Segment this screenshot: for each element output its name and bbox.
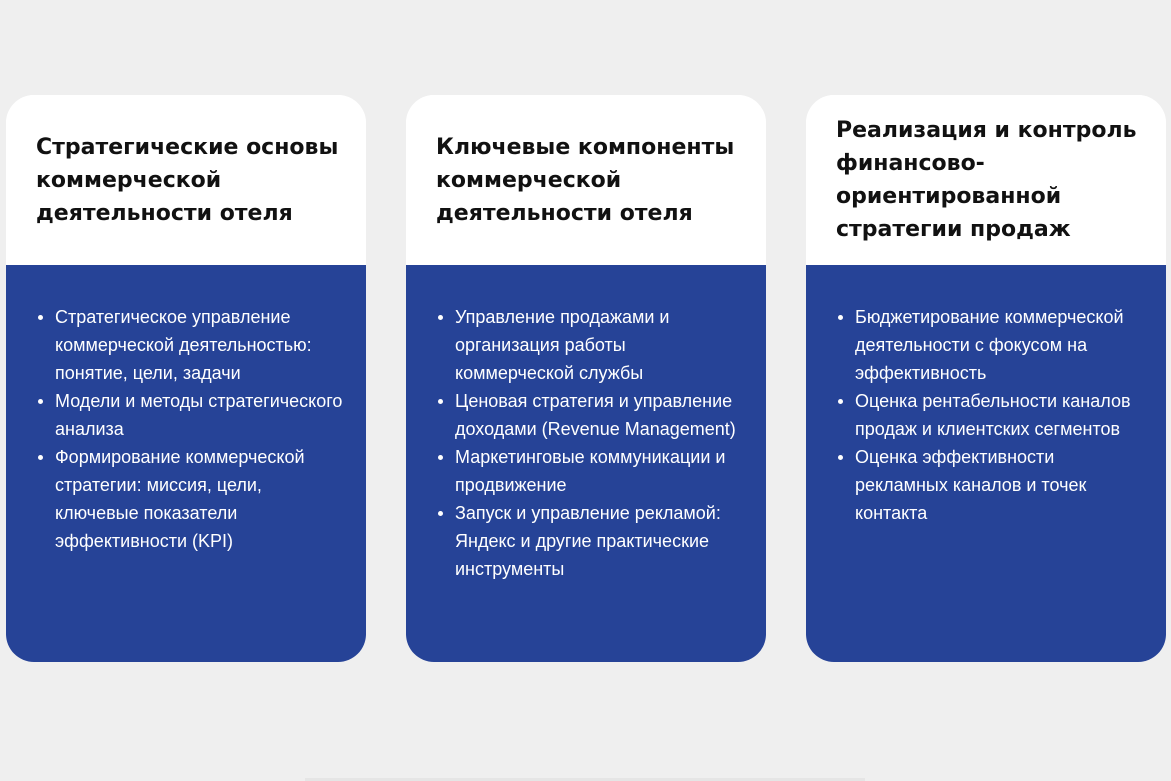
topic-text: Управление продажами и организация работы коммерческой службы (455, 307, 670, 383)
card-body (806, 265, 1166, 662)
topic-text: Запуск и управление рекламой: Яндекс и другие практические инструменты (455, 503, 721, 579)
card-header (6, 95, 366, 265)
bullet-icon (438, 315, 443, 320)
topic-item (55, 303, 345, 387)
card-title: Стратегические основы коммерческой деятельности отеля (36, 134, 339, 226)
bullet-icon (38, 455, 43, 460)
topic-item (455, 387, 745, 443)
topic-item (855, 387, 1145, 443)
topic-item (55, 387, 345, 443)
card-title: Ключевые компоненты коммерческой деятельности отеля (436, 134, 735, 226)
topic-text: Оценка рентабельности каналов продаж и клиентских сегментов (855, 391, 1131, 439)
bullet-icon (438, 399, 443, 404)
card-title: Реализация и контроль финансово-ориентированной стратегии продаж (836, 118, 1137, 242)
topic-list (855, 303, 1145, 527)
bullet-icon (38, 315, 43, 320)
card-body (6, 265, 366, 662)
program-card-1 (6, 95, 366, 662)
bullet-icon (38, 399, 43, 404)
topic-text: Модели и методы стратегического анализа (55, 391, 343, 439)
topic-item (455, 443, 745, 499)
card-header (806, 95, 1166, 265)
card-body (406, 265, 766, 662)
topic-text: Оценка эффективности рекламных каналов и точек контакта (855, 447, 1087, 523)
card-header (406, 95, 766, 265)
topic-text: Формирование коммерческой стратегии: миссия, цели, ключевые показатели эффективности (KPI) (55, 447, 305, 551)
bullet-icon (438, 511, 443, 516)
topic-text: Маркетинговые коммуникации и продвижение (455, 447, 726, 495)
topic-item (855, 303, 1145, 387)
bullet-icon (438, 455, 443, 460)
topic-text: Бюджетирование коммерческой деятельности с фокусом на эффективность (855, 307, 1124, 383)
topic-text: Ценовая стратегия и управление доходами (Revenue Management) (455, 391, 736, 439)
topic-item (855, 443, 1145, 527)
topic-item (55, 443, 345, 555)
program-card-2 (406, 95, 766, 662)
bullet-icon (838, 399, 843, 404)
topic-item (455, 499, 745, 583)
program-card-3 (806, 95, 1166, 662)
bullet-icon (838, 455, 843, 460)
topic-text: Стратегическое управление коммерческой деятельностью: понятие, цели, задачи (55, 307, 312, 383)
program-cards (6, 95, 1166, 662)
topic-list (455, 303, 745, 583)
bullet-icon (838, 315, 843, 320)
topic-item (455, 303, 745, 387)
topic-list (55, 303, 345, 555)
